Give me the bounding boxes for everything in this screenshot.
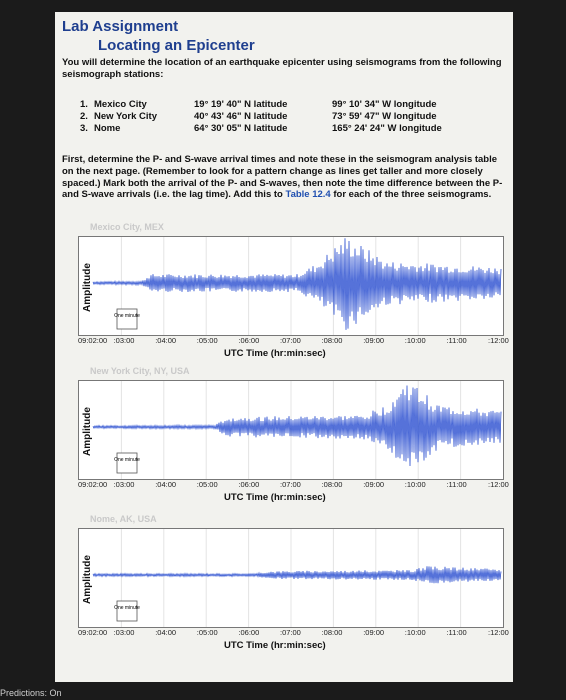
x-tick-label: :06:00 [238,480,260,489]
status-bar: Predictions: On [0,688,62,698]
station-longitude: 99° 10' 34" W longitude [332,99,437,110]
x-tick-labels [78,628,509,638]
scale-box [117,601,137,621]
station-name: New York City [94,111,158,122]
x-tick-label: :08:00 [321,480,343,489]
seismogram-panel-newyork [78,366,509,506]
scale-label: One minute [114,457,140,463]
scale-label: One minute [114,313,140,319]
seismogram-chart [78,380,504,480]
x-tick-label: :04:00 [155,480,177,489]
instructions-paragraph [62,154,506,201]
x-tick-label: :09:00 [363,480,385,489]
instructions-tail: for each of the three seismograms. [333,189,492,201]
x-axis-label: UTC Time (hr:min:sec) [224,348,326,359]
x-tick-label: :09:00 [363,336,385,345]
seismogram-panel-nome [78,514,509,654]
x-tick-label: :05:00 [196,628,218,637]
x-tick-label: :06:00 [238,628,260,637]
station-name: Nome [94,123,121,134]
x-tick-label: :10:00 [404,628,426,637]
station-number: 3. [80,123,88,134]
waveform [93,386,501,467]
x-tick-label: 09:02:00 [78,480,108,489]
x-tick-label: :09:00 [363,628,385,637]
x-axis-label: UTC Time (hr:min:sec) [224,492,326,503]
y-axis-label: Amplitude [82,407,93,456]
y-axis-label: Amplitude [82,555,93,604]
x-tick-label: :11:00 [446,336,467,345]
x-tick-label: :12:00 [488,628,509,637]
x-tick-label: :07:00 [280,480,301,489]
seismogram-chart [78,528,504,628]
x-tick-labels [78,336,509,346]
x-tick-label: :08:00 [321,336,343,345]
seismogram-panel-mexico [78,222,509,362]
x-tick-labels [78,480,509,490]
station-name: Mexico City [94,99,147,110]
seismogram-trace [79,237,503,335]
station-latitude: 19° 19' 40" N latitude [194,99,288,110]
station-latitude: 40° 43' 46" N latitude [194,111,288,122]
station-label: Nome, AK, USA [90,514,157,524]
waveform [93,566,501,583]
seismogram-trace [79,529,503,627]
assignment-subtitle: Locating an Epicenter [98,37,255,54]
seismogram-chart [78,236,504,336]
x-tick-label: :05:00 [196,336,218,345]
station-row [80,99,480,111]
x-tick-label: :03:00 [113,336,135,345]
station-number: 1. [80,99,88,110]
x-tick-label: :03:00 [113,628,135,637]
x-tick-label: :04:00 [155,336,177,345]
x-tick-label: :07:00 [280,628,301,637]
instructions-text: First, determine the P- and S-wave arrival times and note these in the seismogram analysis table on the next page. (Remember to look for a pattern change as lines get taller and more closely spaced.) Mark both the arrival of the P- and S-waves, then note the time difference between the P- and S-wave arrivals (i.e. the lag time). Add this to [62,154,503,201]
station-list [80,99,480,135]
x-tick-label: 09:02:00 [78,628,108,637]
x-tick-label: :10:00 [404,336,426,345]
x-tick-label: 09:02:00 [78,336,108,345]
station-longitude: 165° 24' 24" W longitude [332,123,442,134]
x-tick-label: :04:00 [155,628,177,637]
x-tick-label: :07:00 [280,336,301,345]
seismogram-trace [79,381,503,479]
station-row [80,123,480,135]
station-row [80,111,480,123]
waveform [93,238,501,330]
scale-box [117,453,137,473]
table-link[interactable]: Table 12.4 [285,189,331,201]
x-axis-label: UTC Time (hr:min:sec) [224,640,326,651]
y-axis-label: Amplitude [82,263,93,312]
x-tick-label: :08:00 [321,628,343,637]
x-tick-label: :06:00 [238,336,260,345]
station-latitude: 64° 30' 05" N latitude [194,123,288,134]
x-tick-label: :11:00 [446,480,467,489]
x-tick-label: :11:00 [446,628,467,637]
x-tick-label: :12:00 [488,480,509,489]
station-number: 2. [80,111,88,122]
scale-box [117,309,137,329]
assignment-title: Lab Assignment [62,18,179,35]
x-tick-label: :10:00 [404,480,426,489]
x-tick-label: :05:00 [196,480,218,489]
station-longitude: 73° 59' 47" W longitude [332,111,437,122]
station-label: New York City, NY, USA [90,366,190,376]
intro-text: You will determine the location of an earthquake epicenter using seismograms from the following seismograph stations: [62,57,502,80]
scale-label: One minute [114,605,140,611]
x-tick-label: :03:00 [113,480,135,489]
x-tick-label: :12:00 [488,336,509,345]
station-label: Mexico City, MEX [90,222,164,232]
